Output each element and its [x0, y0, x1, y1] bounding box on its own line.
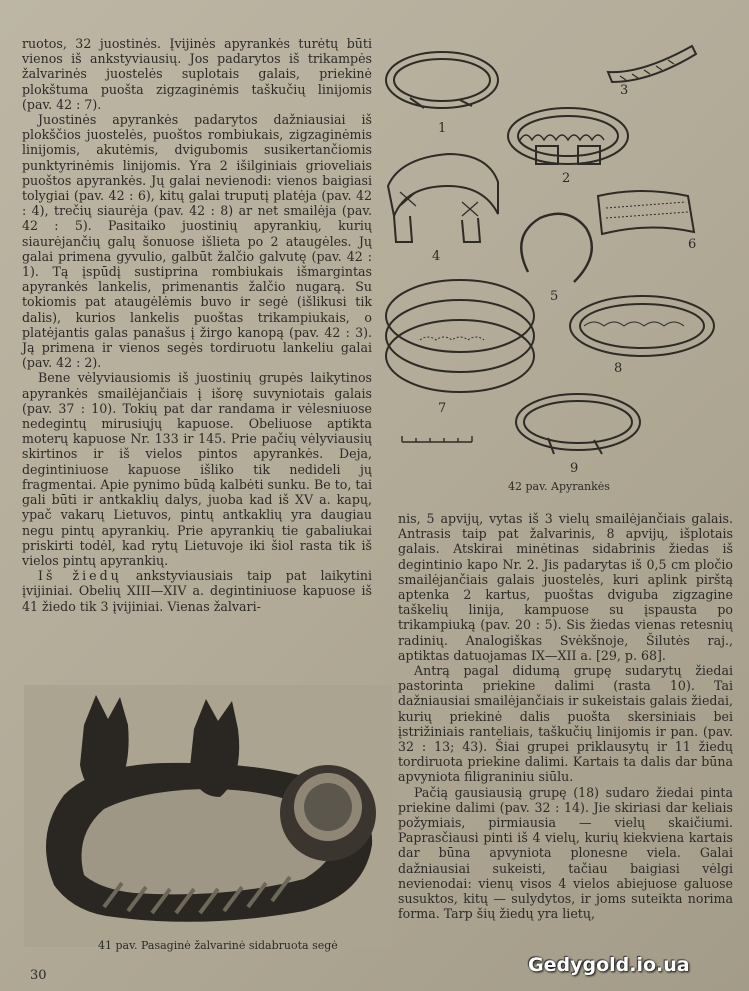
paragraph-text: Pačią gausiausią grupę (18) sudaro žiedai pinta priekine dalimi (pav. 32 : 14). Jie skiriasi dar keliais požymiais, pirmiausia — vielų skaičiumi. Paprasčiausi pinti iš 4 vielų, kurių kiekviena kartais dar būna apvyniota plonesne viela. Galai dažniausiai sukeisti, tačiau baigiasi vėlgi nevienodai: vienų visos 4 vielos abiejuose galuose susuktos, kitų — sulydytos, ir joms suteikta norima forma. Tarp šių žiedų yra lietų,: [398, 784, 733, 922]
paragraph-text: Bene vėlyviausiomis iš juostinių grupės laikytinos apyrankės smailėjančiais į išorę suvyniotais galais (pav. 37 : 10). Tokių pat dar randama ir vėlesniuose nedegintų mirusiųjų kapuose. Obeliuose aptikta moterų kapuose Nr. 133 ir 145. Prie pačių vėlyviausių skirtinos ir iš vielos pintos apyrankės. Deja, degintiniuose kapuose išliko tik nedideli jų fragmentai. Apie pynimo būdą kalbėti sunku. Be to, tai gali būti ir antkaklių dalys, juoba kad iš XV a. kapų, ypač vakarų Lietuvos, pintų antkaklių yra daugiau negu pintų apyrankių. Prie apyrankių tie gabaliukai priskirti todėl, kad rytų Lietuvoje iki šiol rasta tik iš vielos pintų apyrankių.: [22, 370, 372, 568]
label-4: 4: [432, 249, 441, 264]
label-3: 3: [620, 83, 629, 98]
label-2: 2: [562, 171, 571, 186]
paragraph: [22, 36, 372, 112]
paragraph: [22, 112, 372, 370]
paragraph-text: Antrą pagal didumą grupę sudarytų žiedai pastorinta priekine dalimi (rasta 10). Tai dažniausiai smailėjančiais ir sukeistais galais žiedai, kurių priekinė dalis puošta skersiniais bei įstrižiniais ranteliais, taškučių linijomis ir pan. (pav. 32 : 13; 43). Šiai grupei priklausytų ir 11 žiedų tordiruota priekine dalimi. Kartais ta dalis dar būna apvyniota filigraniniu siūlu.: [398, 663, 733, 785]
brooch-3-drawing: [608, 46, 696, 82]
paragraph: [398, 663, 733, 785]
page-number: 30: [30, 968, 47, 983]
bracelet-4-drawing: [388, 154, 498, 242]
label-6: 6: [688, 237, 697, 252]
bracelet-2-drawing: [508, 108, 628, 164]
bracelet-1-drawing: [386, 52, 498, 108]
paragraph-text: ruotos, 32 juostinės. Įvijinės apyrankės turėtų būti vienos iš ankstyviausių. Jos padarytos iš trikampės žalvarinės juostelės suplotais galais, priekinė plokštuma puošta zigzaginėmis taškučių linijomis (pav. 42 : 7).: [22, 36, 372, 112]
bracelet-5-drawing: [521, 214, 592, 282]
figure-42-bracelets: [380, 36, 730, 506]
label-8: 8: [614, 361, 623, 376]
right-text-column: [398, 511, 733, 921]
label-5: 5: [550, 289, 559, 304]
paragraph: [22, 568, 372, 614]
figure-41-caption: 41 pav. Pasaginė žalvarinė sidabruota segė: [98, 939, 338, 952]
bracelet-7-drawing: [386, 280, 534, 392]
spaced-heading-text: Iš žiedų: [38, 568, 122, 584]
paragraph-text: Juostinės apyrankės padarytos dažniausiai iš plokščios juostelės, puoštos rombiukais, zigzaginėmis linijomis, akutėmis, dvigubomis susikertančiomis punktyrinėmis linijomis. Yra 2 išilginiais grioveliais puoštos apyrankės. Jų galai nevienodi: vienos baigiasi tolygiai (pav. 42 : 6), kitų galai truputį platėja (pav. 42 : 4), trečių siaurėja (pav. 42 : 8) ar net smailėja (pav. 42 : 5). Pasitaiko juostinių apyrankių, kurių siaurėjančių galų šonuose išlieta po 2 ataugėles. Jų galai primena gyvulio, galbūt žalčio galvutę (pav. 42 : 1). Tą įspūdį sustiprina rombiukais išmargintas apyrankės lankelis, primenantis žalčio nugarą. Su tokiomis pat ataugėlėmis buvo ir segė (išlikusi tik dalis), kurios lankelis puoštas trikampiukais, o platėjantis galas panašus į žirgo kanopą (pav. 42 : 3). Ją primena ir vienos segės tordiruotu lankeliu galai (pav. 42 : 2).: [22, 112, 372, 371]
paragraph: [398, 785, 733, 922]
paragraph-text: ankstyviausiais taip pat laikytini įvijiniai. Obelių XIII—XIV a. degintiniuose kapuose iš 41 žiedo tik 3 įvijiniai. Vienas žalvari-: [22, 568, 373, 614]
figure-41-photo: [24, 685, 392, 947]
watermark-text: Gedygold.io.ua: [528, 954, 690, 976]
paragraph: [22, 370, 372, 568]
label-1: 1: [438, 121, 447, 136]
label-9: 9: [570, 461, 579, 476]
label-7: 7: [438, 401, 447, 416]
paragraph-text: nis, 5 apvijų, vytas iš 3 vielų smailėjančiais galais. Antrasis taip pat žalvarinis, 8 apvijų, išplotais galais. Atskirai minėtinas sidabrinis žiedas iš degintinio kapo Nr. 2. Jis padarytas iš 0,5 cm pločio smailėjančiais galais juostelės, kuri aplink pirštą aptenka 2 kartus, puoštas dviguba zigzagine taškelių linija, kampuose su įspausta po trikampiuką (pav. 20 : 5). Sis žiedas vienas retesnių radinių. Analogiškas Svėkšnoje, Šilutės raj., aptiktas datuojamas IX—XII a. [29, p. 68].: [398, 511, 733, 663]
bracelet-9-drawing: [516, 394, 640, 454]
scale-bar: [402, 436, 472, 442]
paragraph: [398, 511, 733, 663]
figure-42-caption: 42 pav. Apyrankės: [508, 480, 610, 493]
left-text-column: [22, 36, 372, 614]
bracelet-6-drawing: [598, 191, 694, 234]
bracelet-8-drawing: [570, 296, 714, 356]
